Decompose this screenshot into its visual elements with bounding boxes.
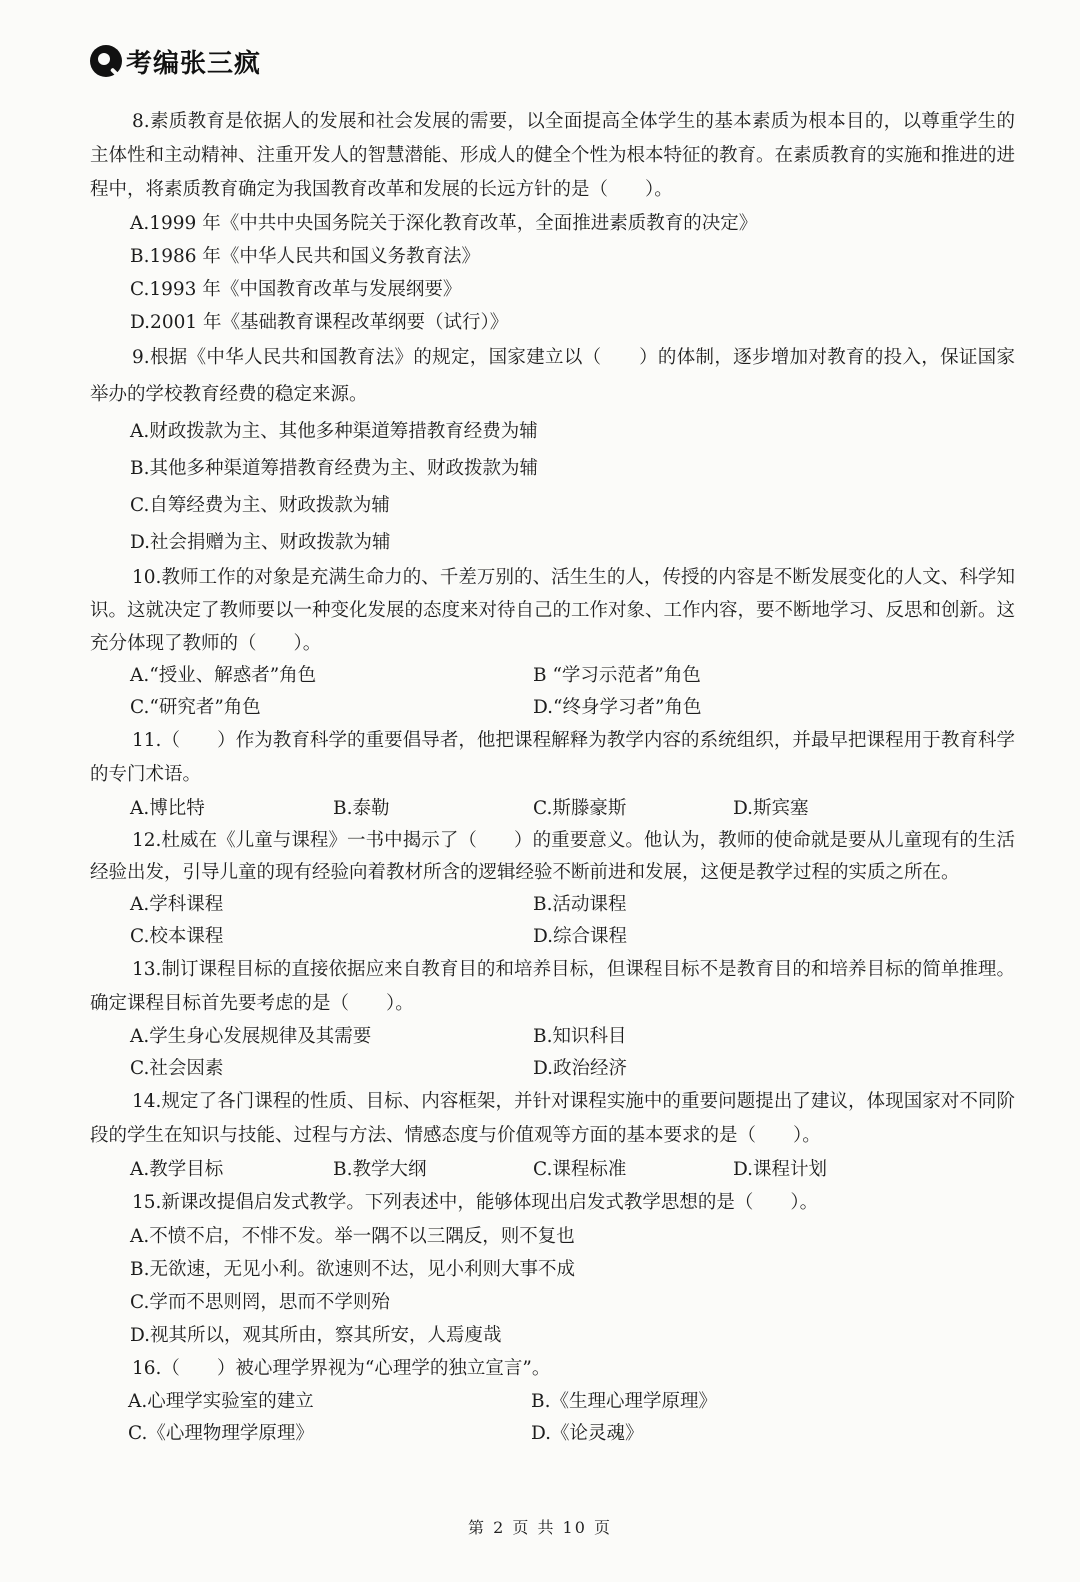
option-b: B.知识科目: [533, 1026, 627, 1047]
option-a: A.博比特: [130, 798, 205, 819]
question-11-stem: 11.（ ）作为教育科学的重要倡导者，他把课程解释为教学内容的系统组织，并最早把课程用于教育科学的专门术语。: [90, 730, 1015, 785]
question-13-stem: 13.制订课程目标的直接依据应来自教育目的和培养目标，但课程目标不是教育目的和培养目标的简单推理。确定课程目标首先要考虑的是（ ）。: [90, 959, 1015, 1014]
option-c: C.自筹经费为主、财政拨款为辅: [130, 495, 390, 516]
option-c: C.斯滕豪斯: [533, 798, 627, 819]
option-b: B “学习示范者”角色: [533, 665, 701, 686]
option-a: A.学生身心发展规律及其需要: [130, 1026, 372, 1047]
option-a: A.学科课程: [130, 894, 224, 915]
option-b: B.《生理心理学原理》: [531, 1391, 717, 1412]
option-a: A.财政拨款为主、其他多种渠道筹措教育经费为辅: [130, 421, 538, 442]
question-list: [90, 105, 1015, 1450]
brand-logo: [90, 40, 261, 82]
question-8-options: [90, 207, 1015, 339]
option-c: C.课程标准: [533, 1159, 627, 1180]
page-number: 第 2 页 共 10 页: [468, 1518, 612, 1537]
option-d: D.《论灵魂》: [531, 1423, 644, 1444]
option-b: B.1986 年《中华人民共和国义务教育法》: [130, 246, 480, 267]
option-c: C.校本课程: [130, 926, 224, 947]
option-c: C.1993 年《中国教育改革与发展纲要》: [130, 279, 462, 300]
search-q-logo-icon: [90, 45, 122, 77]
option-c: C.学而不思则罔，思而不学则殆: [130, 1292, 390, 1313]
option-c: C.“研究者”角色: [130, 697, 261, 718]
option-b: B.其他多种渠道筹措教育经费为主、财政拨款为辅: [130, 458, 538, 479]
option-c: C.《心理物理学原理》: [128, 1423, 314, 1444]
question-12-options: [90, 889, 1015, 953]
question-9-options: [90, 413, 1015, 561]
question-10-options: [90, 660, 1015, 724]
question-15-stem: 15.新课改提倡启发式教学。下列表述中，能够体现出启发式教学思想的是（ ）。: [132, 1192, 819, 1213]
option-d: D.课程计划: [733, 1159, 828, 1180]
question-13-options: [90, 1021, 1015, 1085]
option-a: A.教学目标: [130, 1159, 224, 1180]
option-a: A.不愤不启，不悱不发。举一隅不以三隅反，则不复也: [130, 1226, 575, 1247]
question-16-stem: 16.（ ）被心理学界视为“心理学的独立宣言”。: [132, 1358, 551, 1379]
option-d: D.2001 年《基础教育课程改革纲要（试行）》: [130, 312, 509, 333]
question-10-stem: 10.教师工作的对象是充满生命力的、千差万别的、活生生的人，传授的内容是不断发展变化的人文、科学知识。这就决定了教师要以一种变化发展的态度来对待自己的工作对象、工作内容，要不断地学习、反思和创新。这充分体现了教师的（ ）。: [90, 567, 1016, 654]
option-d: D.综合课程: [533, 926, 628, 947]
option-b: B.活动课程: [533, 894, 627, 915]
question-15-options: [90, 1220, 1015, 1352]
question-14-stem: 14.规定了各门课程的性质、目标、内容框架，并针对课程实施中的重要问题提出了建议，体现国家对不同阶段的学生在知识与技能、过程与方法、情感态度与价值观等方面的基本要求的是（ ）。: [90, 1091, 1015, 1146]
option-c: C.社会因素: [130, 1058, 224, 1079]
option-d: D.视其所以，观其所由，察其所安，人焉廋哉: [130, 1325, 502, 1346]
question-12-stem: 12.杜威在《儿童与课程》一书中揭示了（ ）的重要意义。他认为，教师的使命就是要从儿童现有的生活经验出发，引导儿童的现有经验向着教材所含的逻辑经验不断前进和发展，这便是教学过程的实质之所在。: [90, 830, 1015, 883]
option-b: B.无欲速，无见小利。欲速则不达，见小利则大事不成: [130, 1259, 575, 1280]
option-a: A.1999 年《中共中央国务院关于深化教育改革，全面推进素质教育的决定》: [130, 213, 758, 234]
question-16-options: [90, 1386, 1015, 1450]
option-b: B.教学大纲: [333, 1159, 427, 1180]
question-11-options: [90, 792, 1015, 825]
option-d: D.“终身学习者”角色: [533, 697, 702, 718]
logo-text: 考编张三疯: [126, 48, 262, 79]
option-d: D.政治经济: [533, 1058, 628, 1079]
option-a: A.心理学实验室的建立: [128, 1391, 314, 1412]
option-b: B.泰勒: [333, 798, 390, 819]
option-d: D.社会捐赠为主、财政拨款为辅: [130, 532, 391, 553]
question-14-options: [90, 1153, 1015, 1186]
option-d: D.斯宾塞: [733, 798, 809, 819]
question-9-stem: 9.根据《中华人民共和国教育法》的规定，国家建立以（ ）的体制，逐步增加对教育的投入，保证国家举办的学校教育经费的稳定来源。: [90, 347, 1015, 405]
question-8-stem: 8.素质教育是依据人的发展和社会发展的需要，以全面提高全体学生的基本素质为根本目的，以尊重学生的主体性和主动精神、注重开发人的智慧潜能、形成人的健全个性为根本特征的教育。在素质教育的实施和推进的进程中，将素质教育确定为我国教育改革和发展的长远方针的是（ ）。: [90, 111, 1016, 200]
option-a: A.“授业、解惑者”角色: [130, 665, 317, 686]
